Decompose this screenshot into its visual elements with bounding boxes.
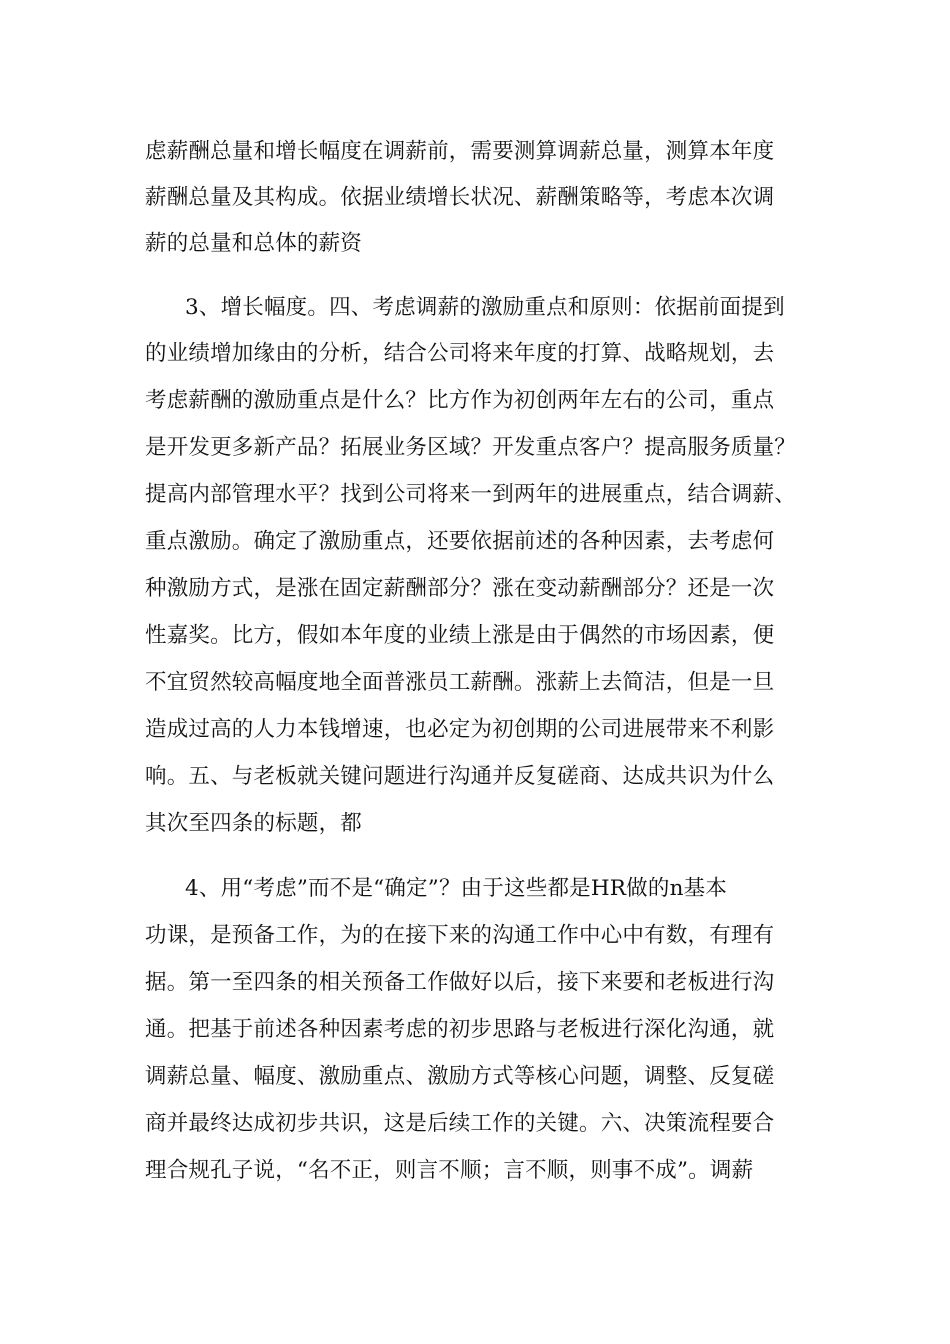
paragraph-start-line: 4、用“考虑”而不是“确定”？由于这些都是HR做的n基本	[185, 876, 728, 901]
text-line: 薪的总量和总体的薪资	[145, 231, 363, 256]
text-line: 造成过高的人力本钱增速，也必定为初创期的公司进展带来不利影	[145, 717, 775, 742]
text-line: 商并最终达成初步共识，这是后续工作的关键。六、决策流程要合	[145, 1111, 775, 1136]
text-line: 调薪总量、幅度、激励重点、激励方式等核心问题，调整、反复磋	[145, 1064, 775, 1089]
text-line: 其次至四条的标题，都	[145, 811, 363, 836]
text-line: 性嘉奖。比方，假如本年度的业绩上涨是由于偶然的市场因素，便	[145, 623, 775, 648]
text-line: 据。第一至四条的相关预备工作做好以后，接下来要和老板进行沟	[145, 970, 775, 995]
paragraph-start-line: 3、增长幅度。四、考虑调薪的激励重点和原则：依据前面提到	[185, 295, 785, 320]
text-line: 是开发更多新产品？拓展业务区域？开发重点客户？提高服务质量？	[145, 435, 797, 460]
text-line: 种激励方式，是涨在固定薪酬部分？涨在变动薪酬部分？还是一次	[145, 576, 775, 601]
text-line: 的业绩增加缘由的分析，结合公司将来年度的打算、战略规划，去	[145, 341, 775, 366]
text-line: 考虑薪酬的激励重点是什么？比方作为初创两年左右的公司，重点	[145, 388, 775, 413]
text-line: 虑薪酬总量和增长幅度在调薪前，需要测算调薪总量，测算本年度	[145, 139, 775, 164]
text-line: 响。五、与老板就关键问题进行沟通并反复磋商、达成共识为什么	[145, 764, 775, 789]
text-line: 重点激励。确定了激励重点，还要依据前述的各种因素，去考虑何	[145, 529, 775, 554]
text-line: 薪酬总量及其构成。依据业绩增长状况、薪酬策略等，考虑本次调	[145, 185, 775, 210]
text-line: 提高内部管理水平？找到公司将来一到两年的进展重点，结合调薪、	[145, 482, 797, 507]
text-line: 通。把基于前述各种因素考虑的初步思路与老板进行深化沟通，就	[145, 1017, 775, 1042]
text-line: 不宜贸然较高幅度地全面普涨员工薪酬。涨薪上去简洁，但是一旦	[145, 670, 775, 695]
text-line: 功课，是预备工作，为的在接下来的沟通工作中心中有数，有理有	[145, 923, 775, 948]
text-line: 理合规孔子说，“名不正，则言不顺；言不顺，则事不成”。调薪	[145, 1158, 754, 1183]
